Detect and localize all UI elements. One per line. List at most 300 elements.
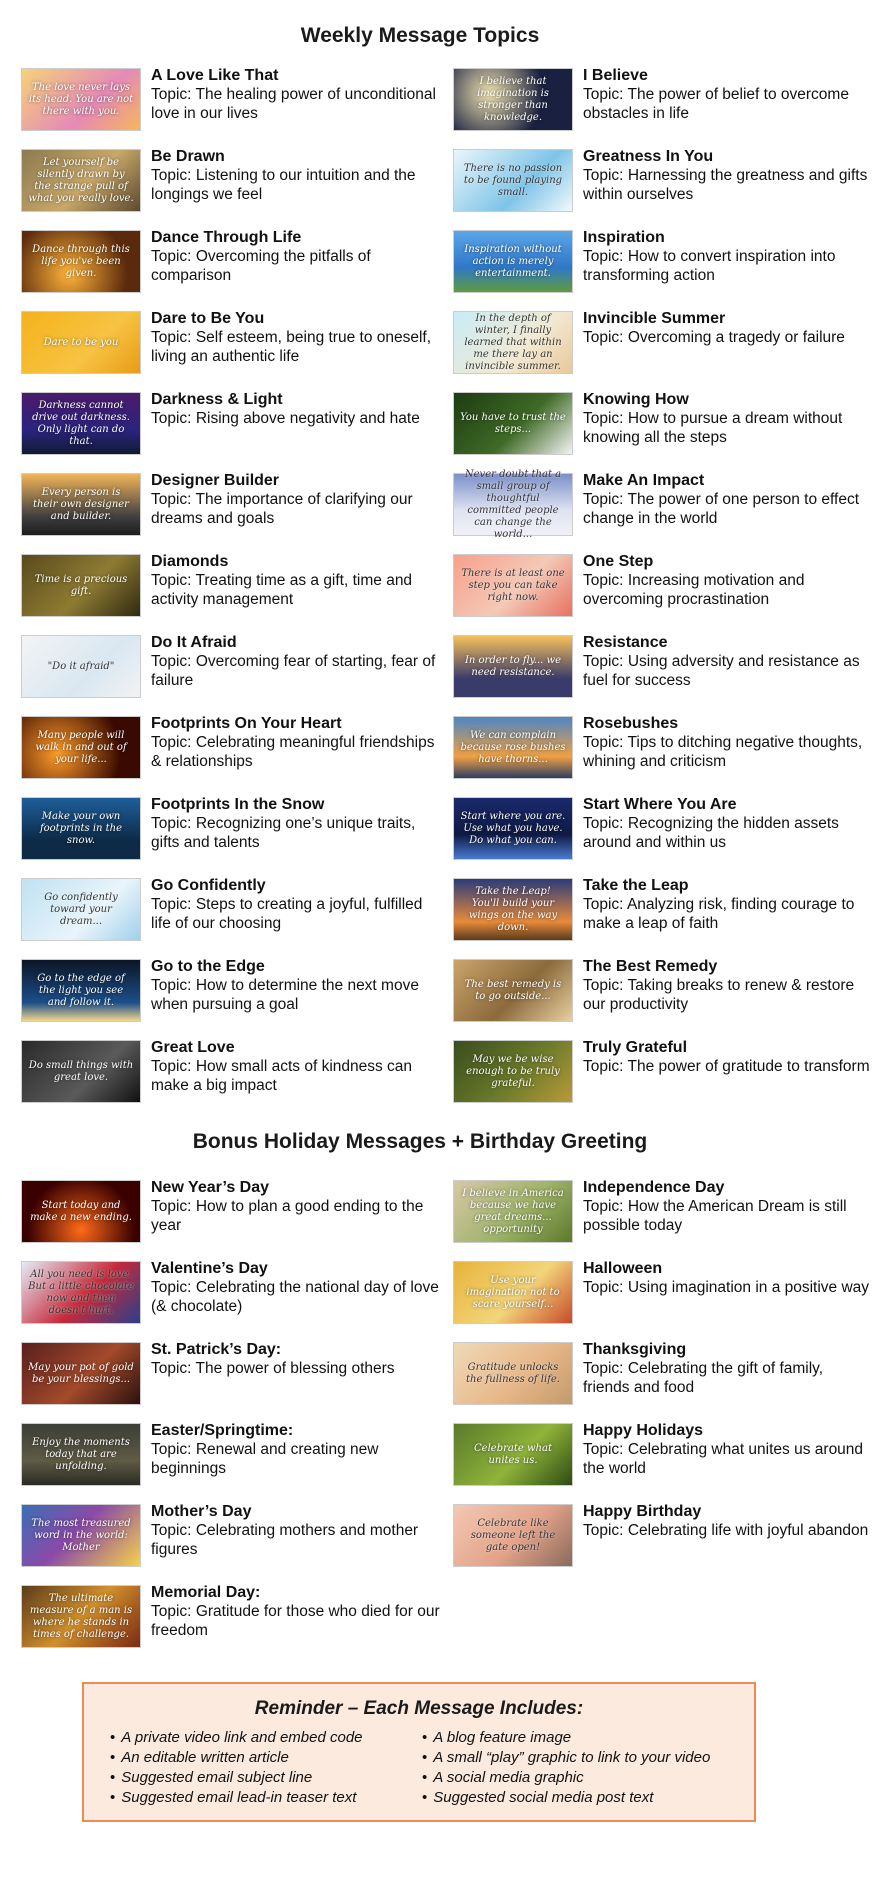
- topic-label: Topic:: [151, 248, 192, 265]
- thumbnail-caption: In order to fly... we need resistance.: [464, 654, 562, 678]
- topic-value: Celebrating what unites us around the world: [583, 1441, 864, 1477]
- thumbnail-caption: Time is a precious gift.: [34, 573, 128, 597]
- message-topic: [583, 247, 873, 285]
- message-text: [151, 633, 441, 690]
- topic-value: Celebrating mothers and mother figures: [151, 1522, 419, 1558]
- topic-label: Topic:: [151, 410, 192, 427]
- message-item: [22, 633, 436, 714]
- message-thumbnail: [22, 960, 140, 1021]
- thumbnail-caption: "Do it afraid": [47, 660, 115, 672]
- message-title: Darkness & Light: [151, 391, 283, 408]
- message-topic: [151, 247, 441, 285]
- topic-label: Topic:: [151, 167, 192, 184]
- topic-label: Topic:: [151, 896, 192, 913]
- message-text: [151, 228, 441, 285]
- message-thumbnail: [22, 1181, 140, 1242]
- topic-label: Topic:: [583, 815, 624, 832]
- message-title: Happy Birthday: [583, 1503, 702, 1520]
- thumbnail-caption: There is no passion to be found playing small.: [463, 162, 563, 198]
- message-item: [22, 1583, 440, 1664]
- message-topic: [151, 1359, 441, 1378]
- message-thumbnail: [22, 555, 140, 616]
- thumbnail-caption: Go to the edge of the light you see and follow it.: [37, 972, 125, 1008]
- topic-value: Analyzing risk, finding courage to make a leap of faith: [583, 896, 855, 932]
- message-title: Footprints In the Snow: [151, 796, 325, 813]
- message-item: [22, 957, 422, 1038]
- message-topic: [583, 1359, 873, 1397]
- message-item: [454, 1259, 870, 1340]
- message-title: Rosebushes: [583, 715, 679, 732]
- message-topic: [151, 409, 441, 428]
- topic-label: Topic:: [151, 1603, 192, 1620]
- topic-label: Topic:: [583, 572, 624, 589]
- topic-value: Recognizing the hidden assets around and within us: [583, 815, 839, 851]
- thumbnail-caption: The ultimate measure of a man is where he stands in times of challenge.: [29, 1592, 133, 1640]
- message-text: [151, 1421, 441, 1478]
- topic-value: How the American Dream is still possible today: [583, 1198, 847, 1234]
- message-text: [151, 552, 441, 609]
- topic-label: Topic:: [583, 1279, 624, 1296]
- thumbnail-caption: Dance through this life you've been given.: [32, 243, 130, 279]
- thumbnail-caption: Dare to be you: [43, 336, 119, 348]
- topic-value: Using adversity and resistance as fuel for success: [583, 653, 860, 689]
- message-text: [583, 633, 873, 690]
- message-text: [151, 147, 441, 204]
- topic-label: Topic:: [583, 1360, 624, 1377]
- thumbnail-caption: Gratitude unlocks the fullness of life.: [466, 1361, 560, 1385]
- message-thumbnail: [454, 1041, 572, 1102]
- message-item: [22, 1421, 422, 1502]
- topic-value: Celebrating the gift of family, friends and food: [583, 1360, 824, 1396]
- topic-value: Taking breaks to renew & restore our productivity: [583, 977, 855, 1013]
- message-title: Dance Through Life: [151, 229, 302, 246]
- reminder-item: • A blog feature image: [422, 1728, 710, 1748]
- message-item: [454, 1038, 870, 1119]
- message-thumbnail: [22, 69, 140, 130]
- message-title: Independence Day: [583, 1179, 725, 1196]
- message-thumbnail: [22, 231, 140, 292]
- reminder-item: • A social media graphic: [422, 1768, 710, 1788]
- message-thumbnail: [454, 636, 572, 697]
- topic-label: Topic:: [151, 815, 192, 832]
- message-title: Start Where You Are: [583, 796, 737, 813]
- message-item: [22, 552, 422, 633]
- message-thumbnail: [22, 1505, 140, 1566]
- thumbnail-caption: The love never lays its head. You are not there with you.: [28, 81, 134, 117]
- topic-value: The power of one person to effect change in the world: [583, 491, 860, 527]
- topic-label: Topic:: [583, 977, 624, 994]
- thumbnail-caption: Never doubt that a small group of thoughtful committed people can change the world...: [464, 468, 562, 540]
- message-text: [583, 957, 873, 1014]
- message-item: [22, 1259, 439, 1340]
- message-thumbnail: [454, 1181, 572, 1242]
- message-title: A Love Like That: [151, 67, 279, 84]
- message-topic: [151, 1197, 441, 1235]
- message-title: Memorial Day:: [151, 1584, 261, 1601]
- message-topic: [583, 1057, 873, 1076]
- message-text: [583, 66, 873, 123]
- message-topic: [151, 166, 441, 204]
- topic-label: Topic:: [583, 410, 624, 427]
- message-item: [22, 876, 422, 957]
- message-thumbnail: [454, 468, 572, 540]
- topic-label: Topic:: [151, 1360, 192, 1377]
- message-item: [22, 1502, 422, 1583]
- message-thumbnail: [22, 150, 140, 211]
- thumbnail-caption: In the depth of winter, I finally learned that within me there lay an invincible summer.: [464, 312, 562, 372]
- message-item: [22, 309, 432, 390]
- message-title: The Best Remedy: [583, 958, 718, 975]
- message-text: [151, 795, 441, 852]
- thumbnail-caption: Start today and make a new ending.: [30, 1199, 132, 1223]
- message-text: [151, 1583, 441, 1640]
- message-title: Thanksgiving: [583, 1341, 687, 1358]
- message-thumbnail: [22, 717, 140, 778]
- thumbnail-caption: May your pot of gold be your blessings...: [28, 1361, 134, 1385]
- bonus-right-column: [454, 1178, 870, 1583]
- message-title: New Year’s Day: [151, 1179, 270, 1196]
- thumbnail-caption: The most treasured word in the world: Mother: [31, 1517, 131, 1553]
- message-title: Happy Holidays: [583, 1422, 704, 1439]
- topic-label: Topic:: [583, 86, 624, 103]
- topic-value: Tips to ditching negative thoughts, whining and criticism: [583, 734, 863, 770]
- topic-value: Celebrating the national day of love (& chocolate): [151, 1279, 439, 1315]
- message-title: Valentine’s Day: [151, 1260, 268, 1277]
- message-item: [454, 390, 854, 471]
- topic-label: Topic:: [583, 1441, 624, 1458]
- message-thumbnail: [22, 474, 140, 535]
- message-text: [151, 1340, 441, 1378]
- topic-value: Celebrating meaningful friendships & relationships: [151, 734, 435, 770]
- message-thumbnail: [454, 1505, 572, 1566]
- message-title: One Step: [583, 553, 654, 570]
- message-thumbnail: [22, 879, 140, 940]
- topic-value: Listening to our intuition and the longings we feel: [151, 167, 416, 203]
- topic-value: How to convert inspiration into transforming action: [583, 248, 836, 284]
- topic-value: Harnessing the greatness and gifts within ourselves: [583, 167, 868, 203]
- message-title: Halloween: [583, 1260, 663, 1277]
- message-title: Dare to Be You: [151, 310, 265, 327]
- message-text: [583, 714, 873, 771]
- message-item: [22, 147, 422, 228]
- message-item: [22, 795, 422, 876]
- reminder-box: [82, 1682, 756, 1822]
- thumbnail-caption: Make your own footprints in the snow.: [39, 810, 123, 846]
- topic-label: Topic:: [583, 248, 624, 265]
- message-topic: [151, 1278, 441, 1316]
- message-thumbnail: [454, 231, 572, 292]
- message-title: Be Drawn: [151, 148, 225, 165]
- thumbnail-caption: I believe that imagination is stronger than knowledge.: [477, 75, 549, 123]
- topic-label: Topic:: [151, 734, 192, 751]
- message-text: [583, 876, 873, 933]
- message-thumbnail: [454, 393, 572, 454]
- section-title-weekly: Weekly Message Topics: [300, 24, 540, 47]
- message-title: Make An Impact: [583, 472, 705, 489]
- message-thumbnail: [454, 960, 572, 1021]
- message-topic: [583, 409, 873, 447]
- thumbnail-caption: All you need is love. But a little chocolate now and then doesn't hurt.: [28, 1268, 134, 1316]
- topic-label: Topic:: [151, 1279, 192, 1296]
- message-text: [583, 309, 873, 347]
- message-title: Designer Builder: [151, 472, 280, 489]
- message-thumbnail: [454, 1262, 572, 1323]
- message-topic: [151, 1521, 441, 1559]
- reminder-item: • Suggested email subject line: [110, 1768, 363, 1788]
- message-title: Do It Afraid: [151, 634, 237, 651]
- thumbnail-caption: Celebrate like someone left the gate open!: [470, 1517, 556, 1553]
- topic-value: Celebrating life with joyful abandon: [627, 1522, 869, 1539]
- topic-label: Topic:: [583, 491, 624, 508]
- message-title: Take the Leap: [583, 877, 689, 894]
- message-thumbnail: [454, 69, 572, 130]
- message-text: [583, 552, 873, 609]
- message-title: Greatness In You: [583, 148, 714, 165]
- bonus-left-column: [22, 1178, 440, 1664]
- message-topic: [583, 490, 873, 528]
- message-title: Diamonds: [151, 553, 229, 570]
- thumbnail-caption: Inspiration without action is merely entertainment.: [464, 243, 562, 279]
- message-text: [583, 1259, 873, 1297]
- message-item: [454, 228, 854, 309]
- message-topic: [151, 571, 441, 609]
- message-topic: [583, 1278, 873, 1297]
- message-topic: [583, 328, 873, 347]
- message-text: [151, 309, 441, 366]
- message-item: [454, 468, 860, 552]
- message-item: [454, 1178, 854, 1259]
- message-thumbnail: [454, 555, 572, 616]
- message-topic: [583, 85, 873, 123]
- message-text: [583, 1178, 873, 1235]
- message-text: [583, 471, 873, 528]
- message-topic: [151, 1440, 441, 1478]
- thumbnail-caption: Every person is their own designer and builder.: [33, 486, 129, 522]
- thumbnail-caption: The best remedy is to go outside...: [464, 978, 562, 1002]
- topic-label: Topic:: [583, 1058, 624, 1075]
- weekly-right-column: [454, 66, 870, 1119]
- message-title: Great Love: [151, 1039, 235, 1056]
- message-text: [151, 876, 441, 933]
- thumbnail-caption: Let yourself be silently drawn by the strange pull of what you really love.: [28, 156, 134, 204]
- message-title: I Believe: [583, 67, 648, 84]
- message-text: [151, 1038, 441, 1095]
- thumbnail-caption: Darkness cannot drive out darkness. Only light can do that.: [32, 399, 130, 447]
- message-topic: [151, 895, 441, 933]
- message-text: [151, 1178, 441, 1235]
- message-text: [151, 1259, 441, 1316]
- topic-value: How small acts of kindness can make a big impact: [151, 1058, 413, 1094]
- message-topic: [583, 814, 873, 852]
- topic-label: Topic:: [151, 1058, 192, 1075]
- topic-value: Gratitude for those who died for our freedom: [151, 1603, 440, 1639]
- thumbnail-caption: You have to trust the steps...: [460, 411, 566, 435]
- topic-value: Renewal and creating new beginnings: [151, 1441, 379, 1477]
- message-title: Go to the Edge: [151, 958, 265, 975]
- topic-label: Topic:: [583, 896, 624, 913]
- message-text: [583, 228, 873, 285]
- message-thumbnail: [454, 1343, 572, 1404]
- message-thumbnail: [22, 1041, 140, 1102]
- message-item: [454, 633, 860, 714]
- topic-value: The power of gratitude to transform: [627, 1058, 870, 1075]
- topic-value: The healing power of unconditional love in our lives: [151, 86, 436, 122]
- topic-value: Overcoming fear of starting, fear of failure: [151, 653, 436, 689]
- message-thumbnail: [454, 798, 572, 859]
- message-topic: [583, 1440, 873, 1478]
- message-thumbnail: [454, 150, 572, 211]
- topic-label: Topic:: [151, 977, 192, 994]
- message-text: [583, 1502, 873, 1540]
- message-title: Truly Grateful: [583, 1039, 688, 1056]
- message-item: [22, 228, 422, 309]
- message-thumbnail: [22, 393, 140, 454]
- message-item: [454, 309, 854, 390]
- message-topic: [583, 652, 873, 690]
- message-item: [22, 471, 422, 552]
- topic-label: Topic:: [151, 491, 192, 508]
- message-title: Footprints On Your Heart: [151, 715, 342, 732]
- message-text: [151, 1502, 441, 1559]
- message-thumbnail: [454, 1424, 572, 1485]
- message-title: Go Confidently: [151, 877, 266, 894]
- topic-label: Topic:: [583, 1198, 624, 1215]
- message-title: St. Patrick’s Day:: [151, 1341, 282, 1358]
- reminder-list-left: [110, 1728, 363, 1808]
- reminder-item: • Suggested email lead-in teaser text: [110, 1788, 363, 1808]
- thumbnail-caption: Use your imagination not to scare yourself...: [466, 1274, 560, 1310]
- message-item: [454, 1421, 864, 1502]
- message-thumbnail: [22, 1586, 140, 1647]
- message-item: [454, 957, 854, 1038]
- message-topic: [151, 1602, 441, 1640]
- message-thumbnail: [22, 312, 140, 373]
- topic-label: Topic:: [583, 734, 624, 751]
- topic-label: Topic:: [583, 167, 624, 184]
- thumbnail-caption: We can complain because rose bushes have thorns...: [460, 729, 566, 765]
- thumbnail-caption: Enjoy the moments today that are unfolding.: [32, 1436, 130, 1472]
- reminder-item: • A small “play” graphic to link to your video: [422, 1748, 710, 1768]
- message-text: [151, 66, 441, 123]
- topic-label: Topic:: [583, 653, 624, 670]
- message-thumbnail: [22, 798, 140, 859]
- message-topic: [583, 976, 873, 1014]
- reminder-title: Reminder – Each Message Includes:: [254, 1698, 584, 1719]
- message-topic: [583, 166, 873, 204]
- topic-label: Topic:: [151, 572, 192, 589]
- topic-label: Topic:: [151, 1522, 192, 1539]
- message-item: [454, 714, 863, 795]
- message-text: [583, 390, 873, 447]
- message-item: [454, 1340, 854, 1421]
- message-topic: [583, 895, 873, 933]
- topic-value: Increasing motivation and overcoming procrastination: [583, 572, 805, 608]
- message-item: [454, 1502, 869, 1583]
- message-text: [151, 390, 441, 428]
- topic-value: Self esteem, being true to oneself, living an authentic life: [151, 329, 432, 365]
- topic-value: The importance of clarifying our dreams and goals: [151, 491, 413, 527]
- topic-label: Topic:: [151, 1441, 192, 1458]
- message-item: [22, 390, 422, 471]
- reminder-item: • Suggested social media post text: [422, 1788, 710, 1808]
- message-item: [454, 66, 854, 147]
- message-topic: [151, 814, 441, 852]
- section-title-bonus: Bonus Holiday Messages + Birthday Greeting: [192, 1130, 648, 1153]
- topic-label: Topic:: [583, 329, 624, 346]
- message-thumbnail: [454, 312, 572, 373]
- message-topic: [583, 571, 873, 609]
- thumbnail-caption: Many people will walk in and out of your life...: [35, 729, 127, 765]
- weekly-left-column: [22, 66, 436, 1119]
- topic-value: Overcoming the pitfalls of comparison: [151, 248, 371, 284]
- topic-value: How to plan a good ending to the year: [151, 1198, 424, 1234]
- message-topic: [151, 328, 441, 366]
- message-text: [583, 1340, 873, 1397]
- message-text: [151, 957, 441, 1014]
- thumbnail-caption: Take the Leap! You'll build your wings on the way down.: [468, 885, 558, 933]
- message-topic: [151, 976, 441, 1014]
- message-title: Easter/Springtime:: [151, 1422, 294, 1439]
- message-title: Knowing How: [583, 391, 689, 408]
- message-thumbnail: [22, 1343, 140, 1404]
- message-topic: [583, 1197, 873, 1235]
- topic-label: Topic:: [583, 1522, 624, 1539]
- message-topic: [151, 85, 441, 123]
- message-topic: [151, 733, 441, 771]
- message-text: [151, 471, 441, 528]
- reminder-item: • An editable written article: [110, 1748, 363, 1768]
- message-item: [454, 876, 854, 957]
- message-item: [22, 1178, 422, 1259]
- topic-label: Topic:: [151, 653, 192, 670]
- topic-value: Using imagination in a positive way: [627, 1279, 870, 1296]
- message-text: [583, 795, 873, 852]
- message-title: Mother’s Day: [151, 1503, 252, 1520]
- topic-value: Overcoming a tragedy or failure: [627, 329, 845, 346]
- reminder-item: • A private video link and embed code: [110, 1728, 363, 1748]
- message-thumbnail: [22, 1262, 140, 1323]
- message-item: [454, 795, 854, 876]
- message-thumbnail: [454, 879, 572, 940]
- thumbnail-caption: Go confidently toward your dream...: [44, 891, 118, 927]
- message-item: [22, 1340, 422, 1421]
- message-title: Invincible Summer: [583, 310, 726, 327]
- message-title: Inspiration: [583, 229, 665, 246]
- message-item: [454, 147, 868, 228]
- message-topic: [583, 1521, 873, 1540]
- message-topic: [583, 733, 873, 771]
- message-thumbnail: [22, 636, 140, 697]
- topic-value: The power of blessing others: [195, 1360, 395, 1377]
- message-item: [22, 66, 436, 147]
- thumbnail-caption: Celebrate what unites us.: [474, 1442, 552, 1466]
- topic-label: Topic:: [151, 329, 192, 346]
- topic-value: How to determine the next move when pursuing a goal: [151, 977, 419, 1013]
- message-topic: [151, 652, 441, 690]
- thumbnail-caption: Start where you are. Use what you have. Do what you can.: [460, 810, 566, 846]
- message-title: Resistance: [583, 634, 668, 651]
- message-topic: [151, 490, 441, 528]
- thumbnail-caption: There is at least one step you can take right now.: [461, 567, 565, 603]
- topic-value: Rising above negativity and hate: [195, 410, 420, 427]
- message-text: [151, 714, 441, 771]
- topic-value: How to pursue a dream without knowing all the steps: [583, 410, 843, 446]
- message-text: [583, 1038, 873, 1076]
- topic-label: Topic:: [151, 86, 192, 103]
- topic-value: Steps to creating a joyful, fulfilled life of our choosing: [151, 896, 423, 932]
- message-thumbnail: [454, 717, 572, 778]
- thumbnail-caption: Do small things with great love.: [28, 1059, 134, 1083]
